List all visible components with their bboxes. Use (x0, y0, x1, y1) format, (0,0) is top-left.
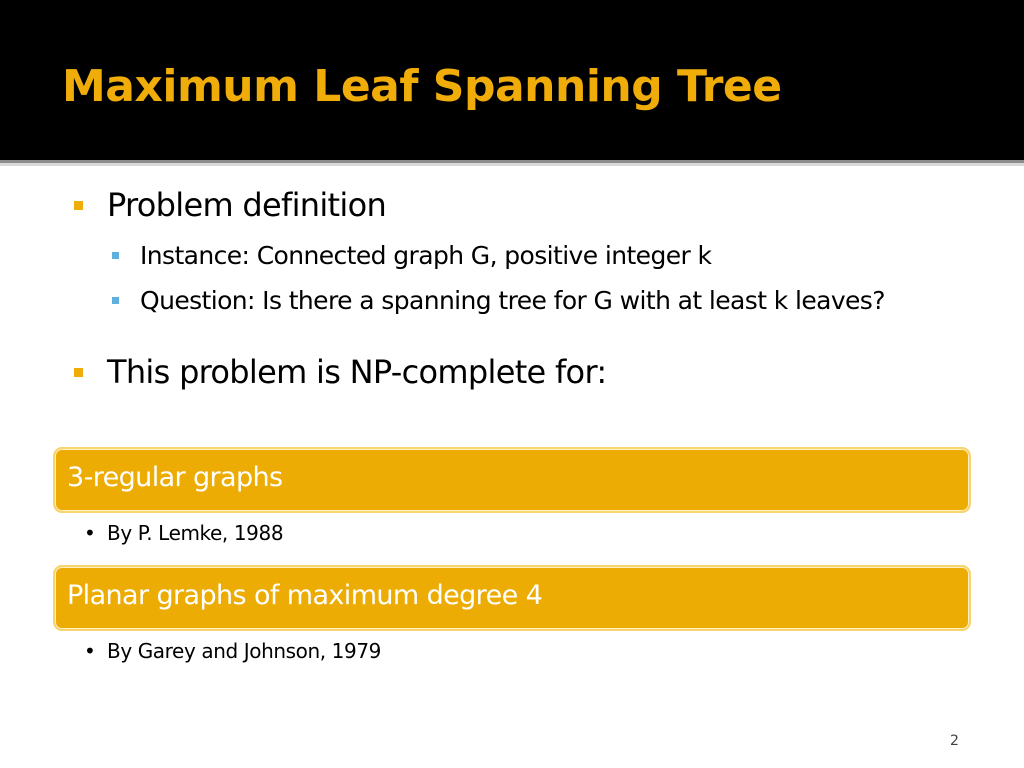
case-box-planar (53, 565, 971, 631)
title-divider-highlight (0, 163, 1024, 166)
square-bullet-icon (74, 201, 83, 210)
case-detail-text: By P. Lemke, 1988 (107, 521, 284, 545)
case-detail-text: By Garey and Johnson, 1979 (107, 639, 381, 663)
bullet-text: Problem definition (107, 186, 387, 224)
sub-bullet-text: Instance: Connected graph G, positive integer k (140, 241, 712, 270)
page-number: 2 (950, 733, 959, 749)
square-bullet-icon (74, 368, 83, 377)
bullet-text: This problem is NP-complete for: (107, 353, 607, 391)
slide-title: Maximum Leaf Spanning Tree (62, 61, 782, 112)
bullet-dot-icon: • (84, 639, 96, 663)
sub-bullet-text: Question: Is there a spanning tree for G with at least k leaves? (140, 286, 885, 315)
case-label: 3-regular graphs (67, 462, 283, 493)
square-bullet-icon (112, 297, 119, 304)
square-bullet-icon (112, 252, 119, 259)
case-label: Planar graphs of maximum degree 4 (67, 580, 543, 611)
case-box-3-regular (53, 447, 971, 513)
bullet-dot-icon: • (84, 521, 96, 545)
